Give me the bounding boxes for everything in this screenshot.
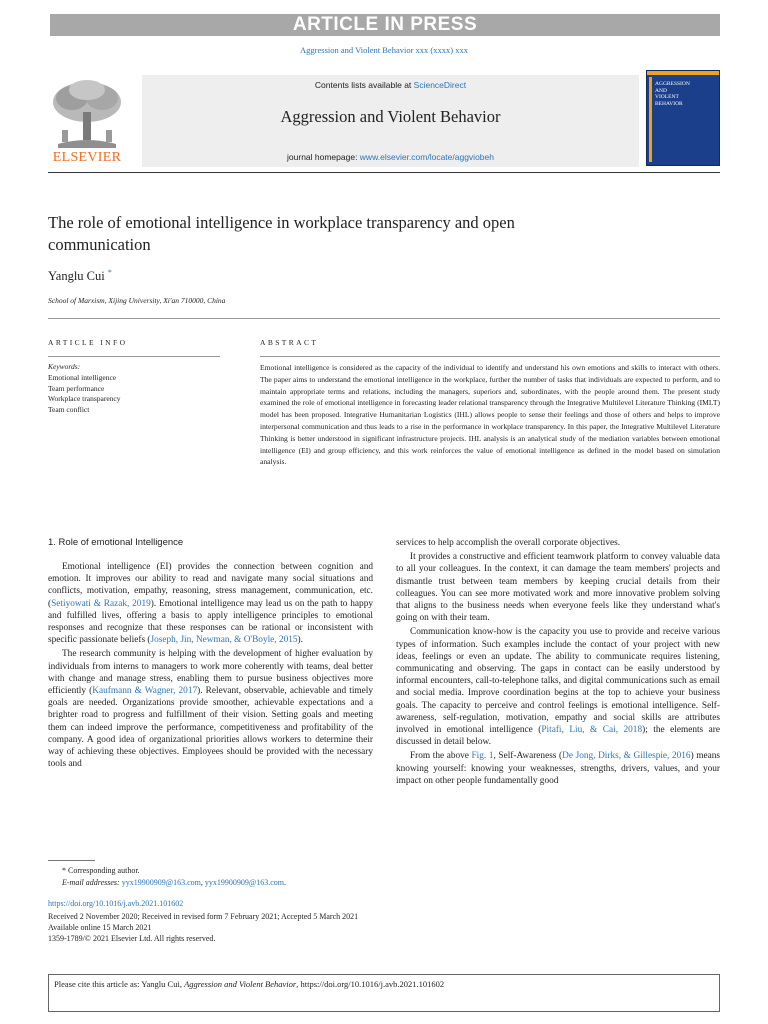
- citation-prefix: Please cite this article as: Yanglu Cui,: [54, 979, 185, 989]
- citation-link[interactable]: Pitafi, Liu, & Cai, 2018: [541, 725, 643, 736]
- article-info-heading: ARTICLE INFO: [48, 338, 128, 347]
- paragraph-text: From the above: [410, 751, 472, 762]
- journal-cover-thumbnail[interactable]: [646, 70, 720, 166]
- section-heading: 1. Role of emotional Intelligence: [48, 537, 184, 548]
- paragraph-text: ). Relevant, observable, achievable and timely goals are needed. Organizations provide smoother, achievable expectations and a brighter road to progress and fulfillment of their vision. Setting goals and meeting them can indeed improve the performance, competitiveness and profitability of the company. A good idea of organizational priorities allows workers to determine their way of achieving these objectives. Employees should be provided with the necessary tools and: [48, 686, 373, 770]
- cover-line: AGGRESSION: [655, 81, 690, 87]
- paragraph-text: ); the elements are discussed in detail below.: [396, 725, 721, 748]
- keyword: Team conflict: [48, 404, 90, 414]
- homepage-prefix: journal homepage:: [287, 152, 360, 162]
- abstract-text: Emotional intelligence is considered as the capacity of the individual to identify and understand his own emotions and skills to interact with others. The paper aims to understand the emotional intelligence in the workplace, further the number of tasks that individuals are expected to perform, and to maintain appropriate terms and relations, including the managers, superiors and, subordinates, with the people around them. The present study examined the role of emotional intelligence in forecasting leader relational transparency through the Integrative Multilevel Literature Thinking (IMLT) model has been proposed. Integrative Humanitarian Logistics (IHL) allows people to sense their feelings and those of others and helps to improve interpersonal communication and thus leads to a rise in the performance in workplace transparency. In this paper, the Integrative Multilevel Literature Thinking is better understood in significant infrastructure projects. IHL analysis is an analytical study of the mediation variables between emotional intelligence (EI) and group efficiency, and this work reinforces the value of emotional intelligence as defined in the model based on simulation analysis.: [260, 363, 720, 467]
- article-title: The role of emotional intelligence in workplace transparency and open communication: [48, 213, 515, 254]
- figure-link[interactable]: Fig. 1: [471, 751, 494, 762]
- corresponding-author-note: * Corresponding author.: [62, 866, 140, 875]
- paragraph-text: , Self-Awareness (: [493, 751, 563, 762]
- cover-line: VIOLENT: [655, 94, 679, 100]
- abstract-divider: [260, 356, 720, 357]
- affiliation: School of Marxism, Xijing University, Xi'an 710000, China: [48, 296, 226, 305]
- journal-title: Aggression and Violent Behavior: [280, 107, 501, 126]
- cover-top-stripe: [647, 71, 719, 75]
- email-link[interactable]: yyx19900909@163.com: [204, 878, 284, 887]
- citation-link[interactable]: Setiyowati & Razak, 2019: [51, 598, 151, 609]
- keywords-label: Keywords:: [48, 362, 81, 371]
- paragraph-text: ) means knowing yourself: knowing your weaknesses, strengths, drivers, values, and your impact on other people fundamentally good: [396, 751, 721, 786]
- journal-reference[interactable]: Aggression and Violent Behavior xxx (xxxx) xxx: [300, 45, 468, 55]
- article-history: Received 2 November 2020; Received in revised form 7 February 2021; Accepted 5 March 2021: [48, 912, 359, 921]
- body-paragraph: [48, 561, 373, 646]
- keyword: Team performance: [48, 383, 105, 393]
- contents-line: [142, 80, 639, 90]
- citation-link[interactable]: Kaufmann & Wagner, 2017: [92, 686, 198, 697]
- body-column-right: [396, 537, 720, 787]
- homepage-line: [142, 152, 639, 162]
- body-paragraph: It provides a constructive and efficient teamwork platform to convey valuable data to all your colleagues. In the context, it can damage the team members' projects and dismantle trust between team members by keeping crucial details from their colleagues. You can see more motivated work and more innovative problem solving that aligns to the business needs when everyone feels like they understand what's going on with their team.: [396, 552, 720, 624]
- doi-line: [48, 899, 183, 908]
- body-paragraph: [396, 750, 720, 787]
- contents-prefix: Contents lists available at: [314, 80, 414, 90]
- email-separator: ,: [200, 878, 205, 887]
- author-line: [48, 268, 112, 284]
- cover-spine: [649, 77, 652, 162]
- body-paragraph: [396, 626, 720, 748]
- cover-line: BEHAVIOR: [655, 100, 683, 107]
- doi-link[interactable]: https://doi.org/10.1016/j.avb.2021.101602: [48, 899, 184, 908]
- body-column-left: [48, 561, 373, 770]
- body-paragraph: services to help accomplish the overall corporate objectives.: [396, 538, 621, 548]
- email-end: .: [283, 878, 286, 887]
- cover-line: AND: [655, 87, 667, 94]
- sciencedirect-link[interactable]: ScienceDirect: [413, 80, 467, 90]
- author-name[interactable]: Yanglu Cui: [48, 269, 105, 284]
- article-info-divider: [48, 356, 220, 357]
- paragraph-text: The research community is helping with the development of higher evaluation by individuals from interns to managers to work more coherently with teams, deal better with change and manage stress, enabling them to pursue business objectives more efficiently (: [48, 649, 373, 697]
- email-link[interactable]: yyx19900909@163.com: [121, 878, 201, 887]
- citation-link[interactable]: Joseph, Jin, Newman, & O'Boyle, 2015: [150, 635, 298, 646]
- paragraph-text: Communication know-how is the capacity you use to provide and receive various types of information. Such examples include the contact of your project with new ideas, feelings or even an update. The ability to communicate requires listening, communicating and observing. The gaps in contact can be easily understood by informal encounters, call-to-telephone talks, and digital communications such as email and social media. Improve coordination begins at the top to achieve your business goals. The capacity to perceive and control feelings is emotional intelligence. Self-awareness, self-regulation, motivation, empathy and social skills are attributes involved in emotional intelligence (: [396, 627, 720, 736]
- available-online: Available online 15 March 2021: [48, 923, 152, 932]
- cover-title: [655, 81, 690, 107]
- keyword: Workplace transparency: [48, 394, 121, 403]
- homepage-link[interactable]: www.elsevier.com/locate/aggviobeh: [359, 152, 494, 162]
- publisher-logo-text: ELSEVIER: [52, 150, 122, 165]
- body-paragraph: [48, 648, 373, 770]
- paragraph-text: Emotional intelligence (EI) provides the connection between cognition and emotion. It improves our ability to read and navigate many social situations and conflicts, motivation, empathy, reasoning, stress management, communication, etc. (: [48, 562, 373, 609]
- corresponding-author-mark[interactable]: *: [107, 268, 112, 277]
- keywords-list: [48, 373, 120, 415]
- keyword: Emotional intelligence: [48, 373, 117, 382]
- abstract-heading: ABSTRACT: [260, 338, 319, 347]
- paragraph-text: ).: [297, 635, 303, 646]
- email-note: [62, 878, 286, 887]
- email-label: E-mail addresses:: [62, 878, 122, 887]
- citation-link[interactable]: De Jong, Dirks, & Gillespie, 2016: [562, 751, 691, 762]
- citation-doi[interactable]: https://doi.org/10.1016/j.avb.2021.101602: [300, 979, 445, 989]
- citation-journal: Aggression and Violent Behavior: [184, 979, 297, 989]
- paragraph-text: ). Emotional intelligence may lead us on the path to happy and fulfilled lives, offering a basis to apply intelligence principles to emotional responses and recognize that these responses can be rational or inconsistent with specific passionate beliefs (: [48, 598, 373, 646]
- copyright: 1359-1789/© 2021 Elsevier Ltd. All rights reserved.: [48, 934, 216, 943]
- header-divider: [48, 172, 720, 173]
- citation-box: [48, 974, 720, 1012]
- footnote-divider: [48, 860, 95, 861]
- title-divider: [48, 318, 720, 319]
- journal-banner: [142, 75, 639, 167]
- citation-text: [54, 979, 444, 989]
- article-in-press-banner: ARTICLE IN PRESS: [50, 14, 720, 36]
- citation-separator: ,: [296, 979, 301, 989]
